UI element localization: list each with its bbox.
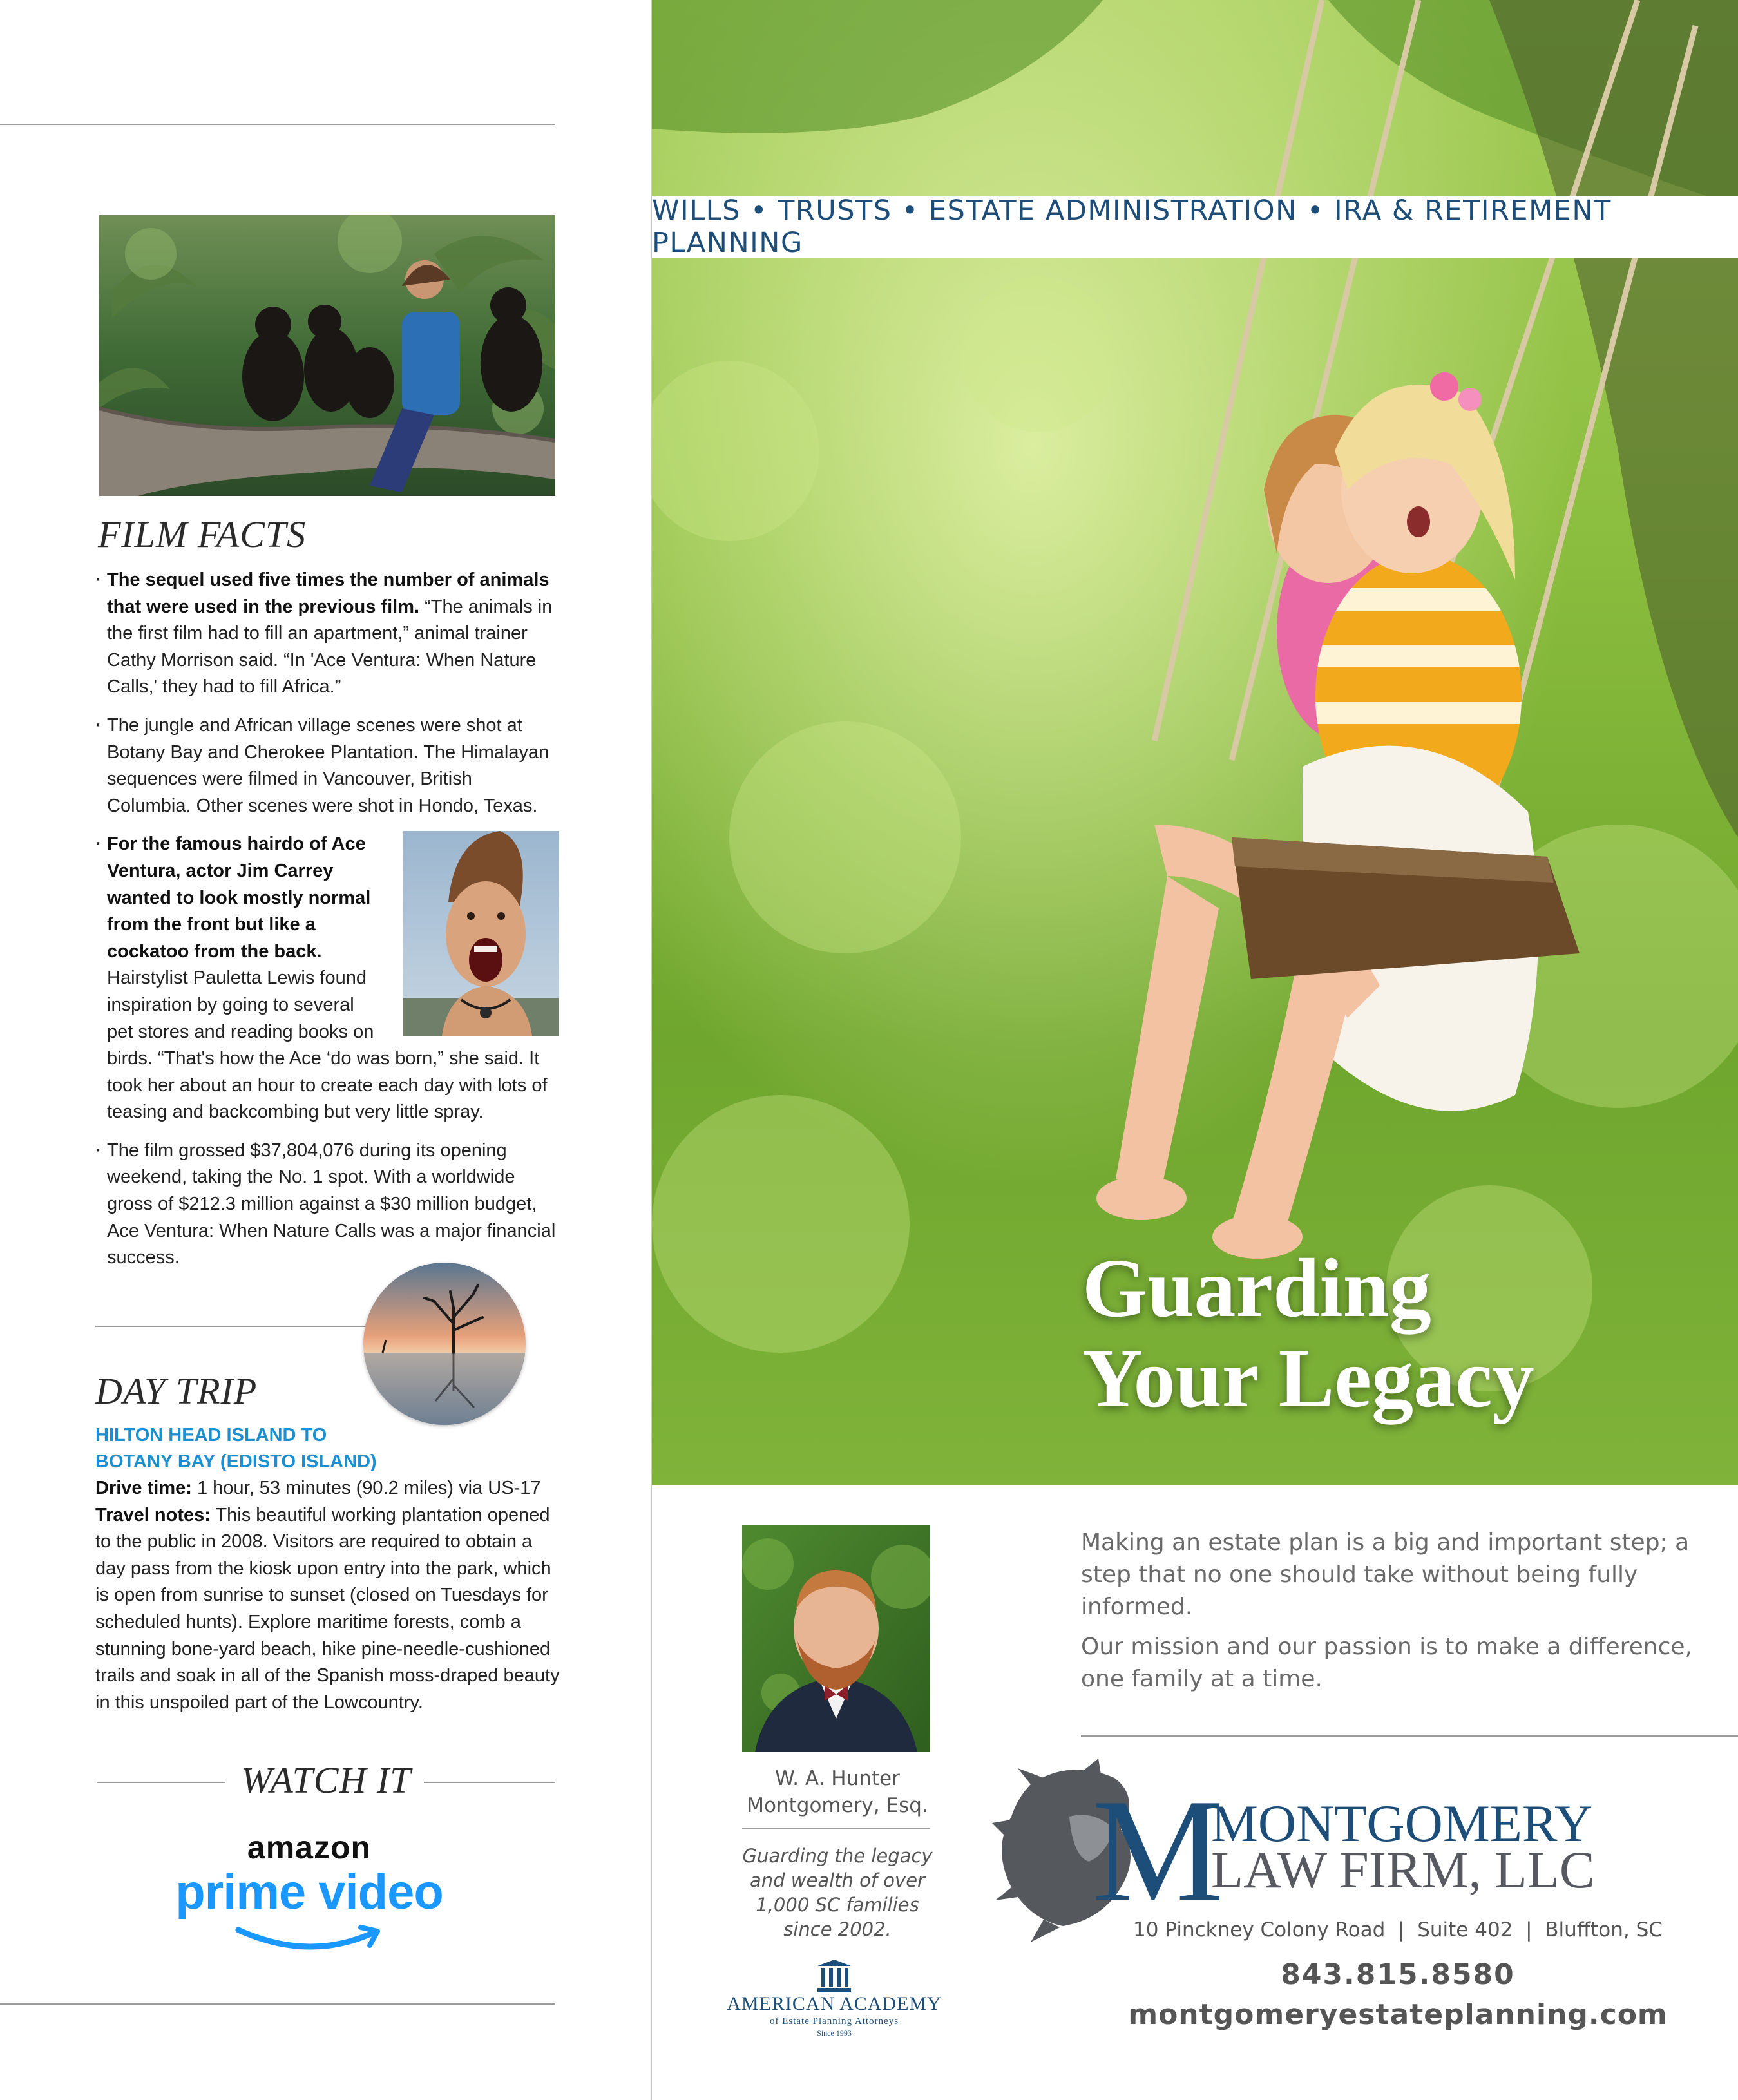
top-rule [0,124,555,125]
attorney-name-line-1: W. A. Hunter [775,1767,900,1790]
fact-item-1 [95,567,559,701]
ad-intro [1081,1527,1699,1703]
botany-bay-photo [363,1263,526,1425]
film-facts-heading: FILM FACTS [98,513,307,555]
day-trip-content [95,1422,566,1716]
headline-line-1: Guarding [1082,1242,1431,1335]
watch-it-rule-left [97,1782,225,1783]
intro-paragraph-1: Making an estate plan is a big and important step; a step that no one should take without being fully informed. [1081,1529,1690,1620]
columns-icon [815,1958,854,1993]
watch-it-rule-right [424,1782,555,1783]
logo-letter-m: M [1092,1768,1224,1933]
fact-item-4 [95,1138,559,1272]
travel-notes-label: Travel notes: [95,1504,211,1525]
firm-phone[interactable]: 843.815.8580 [1281,1958,1515,1991]
travel-notes-text: This beautiful working plantation opened to the public in 2008. Visitors are required to obtain a day pass from the kiosk upon entry into the park, which is open from sunrise to sunset (closed on Tuesdays for scheduled hunts). Explore maritime forests, comb a stunning bone-yard beach, hike pine-needle-cushioned trails and soak in all of the Spanish moss-draped beauty in this unspoiled part of the Lowcountry. [95,1504,560,1713]
headline-line-2: Your Legacy [1082,1332,1534,1425]
attorney-name-line-2: Montgomery, Esq. [747,1794,928,1817]
attorney-name [741,1765,934,1819]
travel-notes [95,1502,566,1717]
chimps-film-photo [99,215,555,496]
fact-3-text: Hairstylist Pauletta Lewis found inspiration by going to several pet stores and reading books on birds. “That's how the Ace ‘do was born,” she said. It took her about an hour to create each day with lots of teasing and backcombing but very little spray. [107,968,548,1123]
day-trip-subheading: HILTON HEAD ISLAND TO BOTANY BAY (EDISTO ISLAND) [95,1425,377,1472]
logo-divider-rule [1081,1735,1738,1737]
academy-subtitle: of Estate Planning Attorneys [769,2016,899,2027]
bottom-rule [0,2003,555,2005]
firm-website[interactable]: montgomeryestateplanning.com [1128,1998,1668,2031]
american-academy-logo [721,1958,947,2038]
watch-it-heading: WATCH IT [241,1759,412,1801]
attorney-tagline: Guarding the legacy and wealth of over 1,000 SC families since 2002. [742,1845,933,1940]
amazon-wordmark: amazon [247,1829,372,1866]
fact-item-2 [95,712,559,819]
academy-since: Since 1993 [817,2028,852,2038]
drive-time-text: 1 hour, 53 minutes (90.2 miles) via US-17 [191,1478,541,1498]
caption-rule [742,1828,930,1829]
firm-name-line-1: MONTGOMERY [1211,1794,1593,1853]
intro-paragraph-2: Our mission and our passion is to make a difference, one family at a time. [1081,1634,1692,1692]
fact-1-text: “The animals in the first film had to fill an apartment,” animal trainer Cathy Morrison said. “In 'Ace Ventura: When Nature Calls,' they had to fill Africa.” [107,596,553,698]
prime-video-wordmark: prime video [175,1865,443,1920]
amazon-smile-icon [232,1923,387,1954]
fact-1-bold: The sequel used five times the number of animals that were used in the previous film. [107,569,549,617]
firm-address: 10 Pinckney Colony Road | Suite 402 | Bluffton, SC [1133,1918,1663,1942]
fact-item-3 [95,831,559,1126]
attorney-portrait [742,1525,930,1752]
fact-2-text: The jungle and African village scenes were shot at Botany Bay and Cherokee Plantation. The Himalayan sequences were filmed in Vancouver, British Columbia. Other scenes were shot in Hondo, Texas. [107,714,549,816]
fact-4-text: The film grossed $37,804,076 during its opening weekend, taking the No. 1 spot. With a worldwide gross of $212.3 million against a $30 million budget, Ace Ventura: When Nature Calls was a major financial success. [107,1140,556,1268]
ad-headline [1082,1243,1726,1424]
day-trip-heading: DAY TRIP [95,1370,258,1412]
daytrip-rule [95,1326,379,1327]
firm-name-line-2: LAW FIRM, LLC [1211,1840,1595,1899]
amazon-prime-video-logo[interactable] [167,1829,451,1954]
jim-carrey-photo [403,831,559,1036]
drive-time-label: Drive time: [95,1478,192,1498]
fact-3-bold: For the famous hairdo of Ace Ventura, actor Jim Carrey wanted to look mostly normal from the front but like a cockatoo from the back. [107,834,371,962]
drive-time [95,1475,566,1502]
academy-name: AMERICAN ACADEMY [727,1993,942,2014]
services-banner: WILLS • TRUSTS • ESTATE ADMINISTRATION • IRA & RETIREMENT PLANNING [652,196,1738,258]
film-facts-list [95,567,559,1283]
